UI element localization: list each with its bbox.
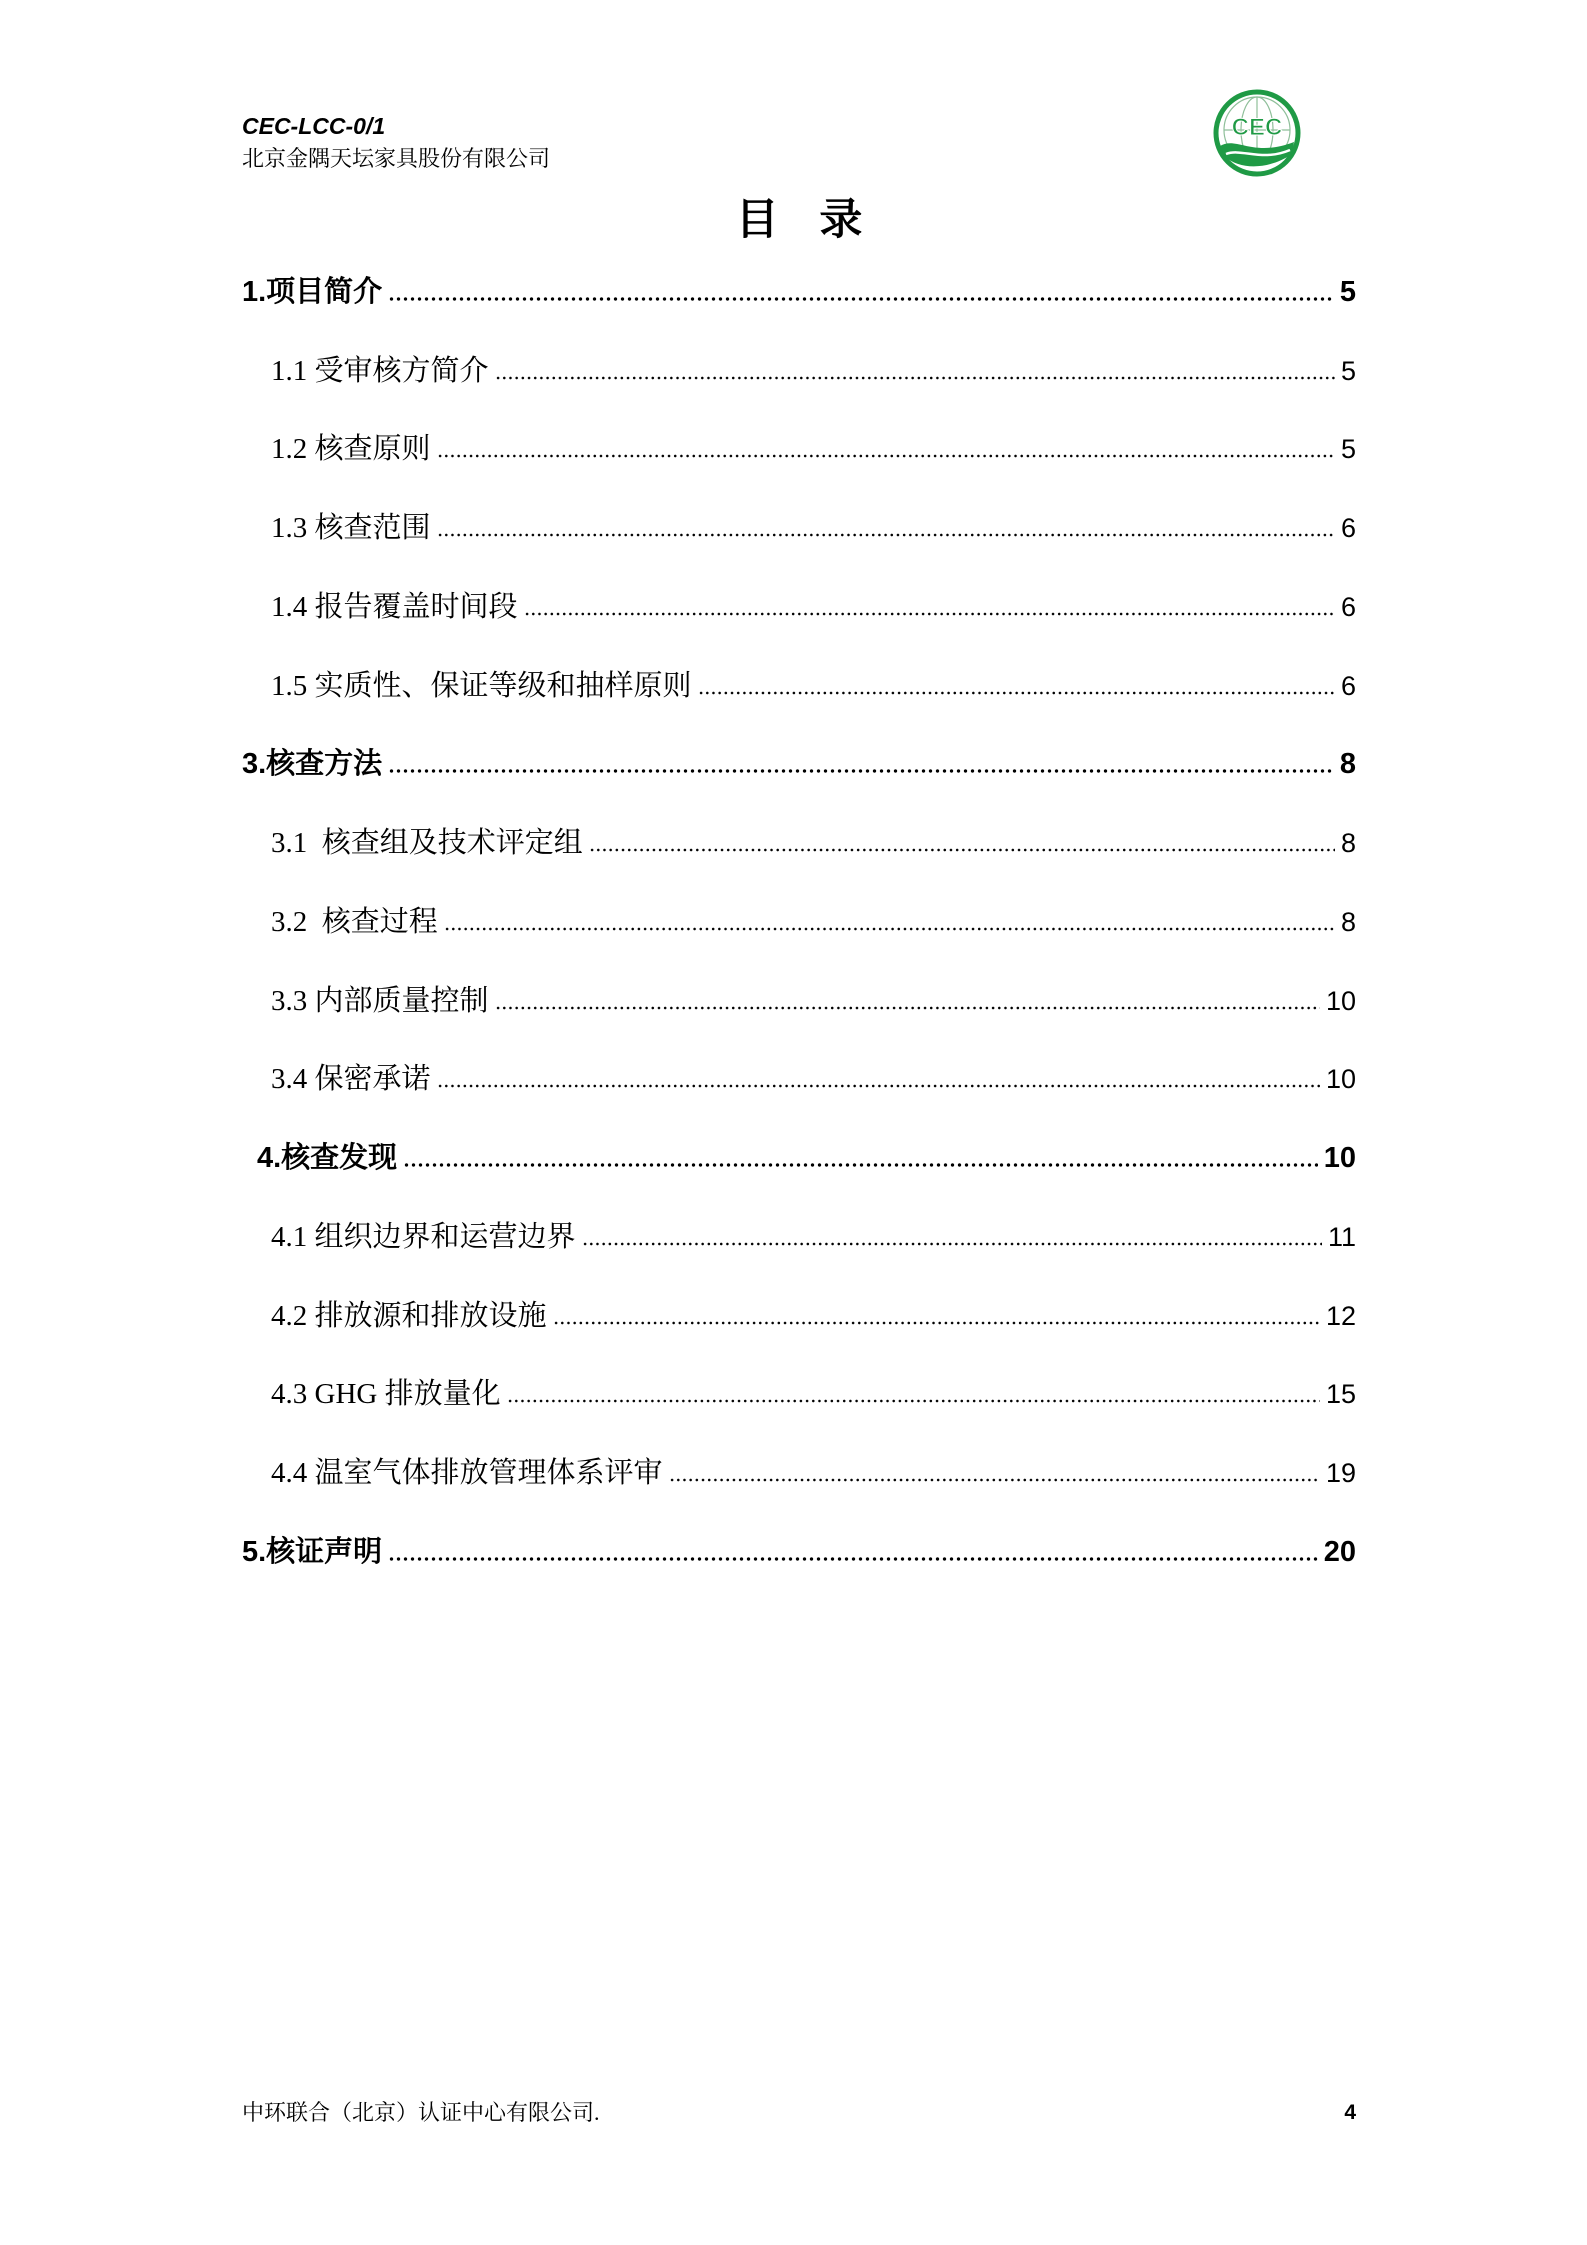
toc-entry-page: 10	[1325, 1064, 1356, 1095]
toc-entry-page: 10	[1323, 1142, 1356, 1175]
toc-dot-leader	[403, 1163, 1318, 1167]
footer-organization: 中环联合（北京）认证中心有限公司.	[242, 2100, 600, 2125]
toc-entry-line	[271, 348, 1356, 389]
toc-dot-leader	[388, 769, 1334, 773]
toc-entry	[242, 1195, 1356, 1274]
toc-entry-line	[271, 978, 1356, 1019]
toc-entry-label: 1.3 核查范围	[271, 512, 431, 545]
toc-entry-label: 4.核查发现	[257, 1142, 398, 1175]
toc-entry-label: 3.4 保密承诺	[271, 1063, 431, 1096]
toc-entry-page: 5	[1340, 355, 1356, 386]
toc-entry-label: 1.2 核查原则	[271, 433, 431, 466]
toc-entry	[242, 565, 1356, 644]
cec-logo-text: CEC	[1231, 114, 1283, 141]
toc-entry	[242, 880, 1356, 959]
toc-dot-leader	[444, 927, 1335, 931]
toc-entry-page: 19	[1325, 1458, 1356, 1489]
toc-entry-label: 5.核证声明	[242, 1535, 383, 1568]
toc-entry-label: 1.项目简介	[242, 275, 383, 308]
toc-entry	[242, 250, 1356, 329]
toc-entry	[242, 486, 1356, 565]
toc-entry	[242, 1353, 1356, 1432]
toc-entry-label: 4.3 GHG 排放量化	[271, 1378, 501, 1411]
toc-entry-label: 3.1 核查组及技术评定组	[271, 827, 583, 860]
toc-entry-page: 8	[1340, 906, 1356, 937]
toc-dot-leader	[437, 533, 1335, 537]
toc-entry-line	[271, 426, 1356, 467]
toc-entry-line	[271, 1293, 1356, 1334]
toc-entry-line	[271, 584, 1356, 625]
toc-entry-page: 8	[1339, 748, 1356, 781]
toc-entry-label: 4.2 排放源和排放设施	[271, 1299, 547, 1332]
toc-entry-label: 1.1 受审核方简介	[271, 354, 489, 387]
toc-entry-line	[271, 1214, 1356, 1255]
toc-entry-line	[242, 741, 1356, 782]
toc-dot-leader	[388, 1557, 1318, 1561]
toc-entry	[242, 1038, 1356, 1117]
toc-dot-leader	[582, 1242, 1322, 1246]
toc-entry-line	[271, 820, 1356, 861]
toc-entry-page: 11	[1327, 1221, 1356, 1252]
toc-entry-line	[257, 1135, 1356, 1176]
toc-dot-leader	[437, 454, 1335, 458]
toc-dot-leader	[437, 1084, 1320, 1088]
toc-entry-line	[271, 1371, 1356, 1412]
toc-entry-page: 12	[1325, 1300, 1356, 1331]
toc-dot-leader	[507, 1399, 1320, 1403]
toc-dot-leader	[698, 691, 1335, 695]
toc-entry-line	[242, 1529, 1356, 1570]
toc-entry-line	[271, 899, 1356, 940]
toc-entry-label: 1.5 实质性、保证等级和抽样原则	[271, 669, 692, 702]
toc-entry-page: 15	[1325, 1379, 1356, 1410]
cec-logo	[1212, 88, 1302, 178]
page-title: 目 录	[735, 197, 863, 244]
toc-entry-line	[271, 1056, 1356, 1097]
toc-dot-leader	[495, 376, 1335, 380]
toc-entry-page: 10	[1325, 985, 1356, 1016]
table-of-contents	[242, 250, 1356, 1589]
toc-entry-line	[271, 663, 1356, 704]
toc-entry	[242, 959, 1356, 1038]
toc-entry-page: 5	[1339, 275, 1356, 308]
toc-entry-label: 3.2 核查过程	[271, 905, 438, 938]
toc-entry-label: 3.核查方法	[242, 748, 383, 781]
toc-dot-leader	[553, 1321, 1320, 1325]
toc-entry-page: 5	[1340, 434, 1356, 465]
toc-entry-page: 20	[1323, 1535, 1356, 1568]
toc-dot-leader	[669, 1478, 1320, 1482]
toc-entry	[242, 723, 1356, 802]
toc-entry	[242, 408, 1356, 487]
toc-entry-label: 1.4 报告覆盖时间段	[271, 590, 518, 623]
toc-entry-page: 6	[1340, 591, 1356, 622]
header-document-code: CEC-LCC-0/1	[242, 113, 386, 139]
toc-entry	[242, 1274, 1356, 1353]
toc-entry-page: 6	[1340, 670, 1356, 701]
toc-entry	[242, 1510, 1356, 1589]
toc-entry	[242, 329, 1356, 408]
toc-entry-line	[242, 269, 1356, 310]
toc-entry-page: 8	[1340, 828, 1356, 859]
toc-entry	[242, 644, 1356, 723]
toc-entry-label: 3.3 内部质量控制	[271, 984, 489, 1017]
footer-page-number: 4	[1344, 2101, 1356, 2124]
toc-entry-label: 4.4 温室气体排放管理体系评审	[271, 1457, 663, 1490]
toc-entry	[242, 1431, 1356, 1510]
toc-entry-line	[271, 505, 1356, 546]
toc-entry	[242, 1116, 1356, 1195]
header-company-name: 北京金隅天坛家具股份有限公司	[242, 146, 551, 171]
toc-entry-label: 4.1 组织边界和运营边界	[271, 1220, 576, 1253]
toc-entry-line	[271, 1450, 1356, 1491]
toc-entry	[242, 801, 1356, 880]
toc-dot-leader	[388, 297, 1334, 301]
toc-dot-leader	[524, 612, 1335, 616]
toc-dot-leader	[495, 1006, 1320, 1010]
toc-entry-page: 6	[1340, 513, 1356, 544]
toc-dot-leader	[589, 848, 1335, 852]
